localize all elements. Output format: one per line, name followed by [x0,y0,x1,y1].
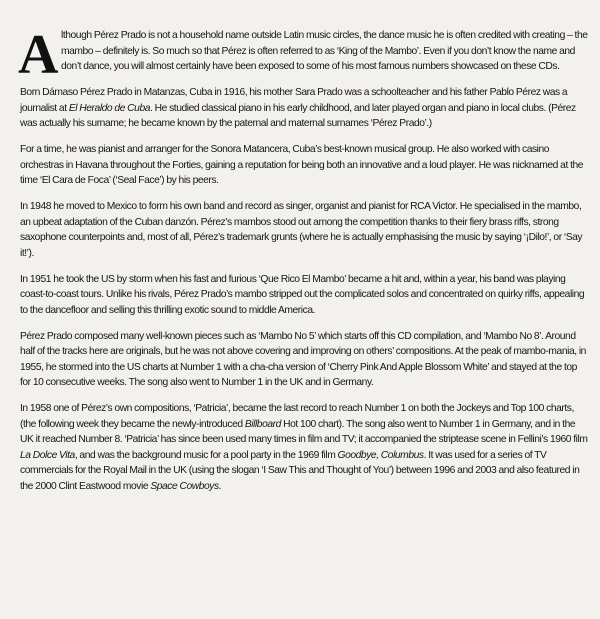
paragraph-intro [18,20,588,86]
film-title-space-cowboys: Space Cowboys [150,480,219,492]
paragraph-patricia-text-1: In 1958 one of Pérez’s own compositions, ‘Patricia’, became the last record to reach Number 1 on both the Jockeys and Top 100 charts, (the following week they became the newly-introduced [20,403,574,430]
paragraph-mexico [20,199,588,261]
film-title-goodbye-columbus: Goodbye, Columbus [337,449,424,461]
paragraph-compositions-text: Pérez Prado composed many well-known pieces such as ‘Mambo No 5’ which starts off this CD compilation, and ‘Mambo No 8’. Around half of the tracks here are originals, but he was not above covering and improving on others’ compositions. At the peak of mambo-mania, in 1955, he stormed into the US charts at Number 1 with a cha-cha version of ‘Cherry Pink And Apple Blossom White’ and stayed at the top for 10 consecutive weeks. The song also went to Number 1 in the UK and in Germany. [20,330,586,388]
paragraph-mexico-text: In 1948 he moved to Mexico to form his own band and record as singer, organist and pianist for RCA Victor. He specialised in the mambo, an upbeat adaptation of the Cuban danzón. Pérez’s mambos stood out among the competition thanks to their fiery brass riffs, strong saxophone counterpoints and, most of all, Pérez’s trademark grunts (where he is actually emphasising the music by saying ‘¡Dilo!’, or ‘Say it!’). [20,201,583,259]
paragraph-sonora-text: For a time, he was pianist and arranger for the Sonora Matancera, Cuba’s best-known musical group. He also worked with casino orchestras in Havana throughout the Forties, gaining a reputation for being both an innovative and a loud player. He was nicknamed at the time ‘El Cara de Foca’ (‘Seal Face’) by his peers. [20,144,584,186]
paragraph-intro-text: lthough Pérez Prado is not a household name outside Latin music circles, the dance music he is often credited with creating – the mambo – definitely is. So much so that Pérez is often referred to as ‘King of the Mambo’. Even if you don’t know the name and don’t dance, you will almost certainly have been exposed to some of his most famous numbers showcased on these CDs. [61,30,588,72]
paragraph-sonora [20,142,588,189]
paragraph-us-success [20,272,588,319]
paragraph-us-success-text: In 1951 he took the US by storm when his fast and furious ‘Que Rico El Mambo’ became a hit and, within a year, his band was playing coast-to-coast tours. Unlike his rivals, Pérez Prado’s mambo stripped out the complicated solos and concentrated on quirky riffs, appealing to the dancefloor and selling this thrilling exotic sound to middle America. [20,273,585,316]
billboard-italic: Billboard [244,418,281,430]
newspaper-title: El Heraldo de Cuba [68,102,150,114]
paragraph-birth-text-1: Born Dámaso Pérez Prado in Matanzas, Cuba in 1916, his mother Sara Prado was a schoolteacher and his father Pablo Pérez was a journalist at [20,87,568,114]
film-title-dolce-vita: La Dolce Vita [20,449,75,461]
drop-cap: A [18,24,58,86]
paragraph-patricia-text-3: , and was the background music for a pool party in the 1969 film [74,449,338,461]
paragraph-compositions [20,329,588,391]
paragraph-birth [20,85,588,132]
paragraph-patricia-text-4: . It was used for a series of TV commercials for the Royal Mail in the UK (using the slogan ‘I Saw This and Thought of You’) between 1996 and 2003 and also featured in the 2000 Clint Eastwood movie [20,449,580,492]
paragraph-patricia-text-2: Hot 100 chart). The song also went to Number 1 in Germany, and in the UK it reached Number 8. ‘Patricia’ has since been used many times in film and TV; it accompanied the striptease scene in Fellini’s 1960 film [20,418,588,445]
paragraph-birth-text-2: . He studied classical piano in his early childhood, and later played organ and piano in local clubs. (Pérez was actually his surname; he became known by the paternal and maternal surnames ‘Pérez Prado’.) [20,102,576,129]
paragraph-patricia [20,401,588,494]
paragraph-patricia-text-5: . [218,480,222,492]
